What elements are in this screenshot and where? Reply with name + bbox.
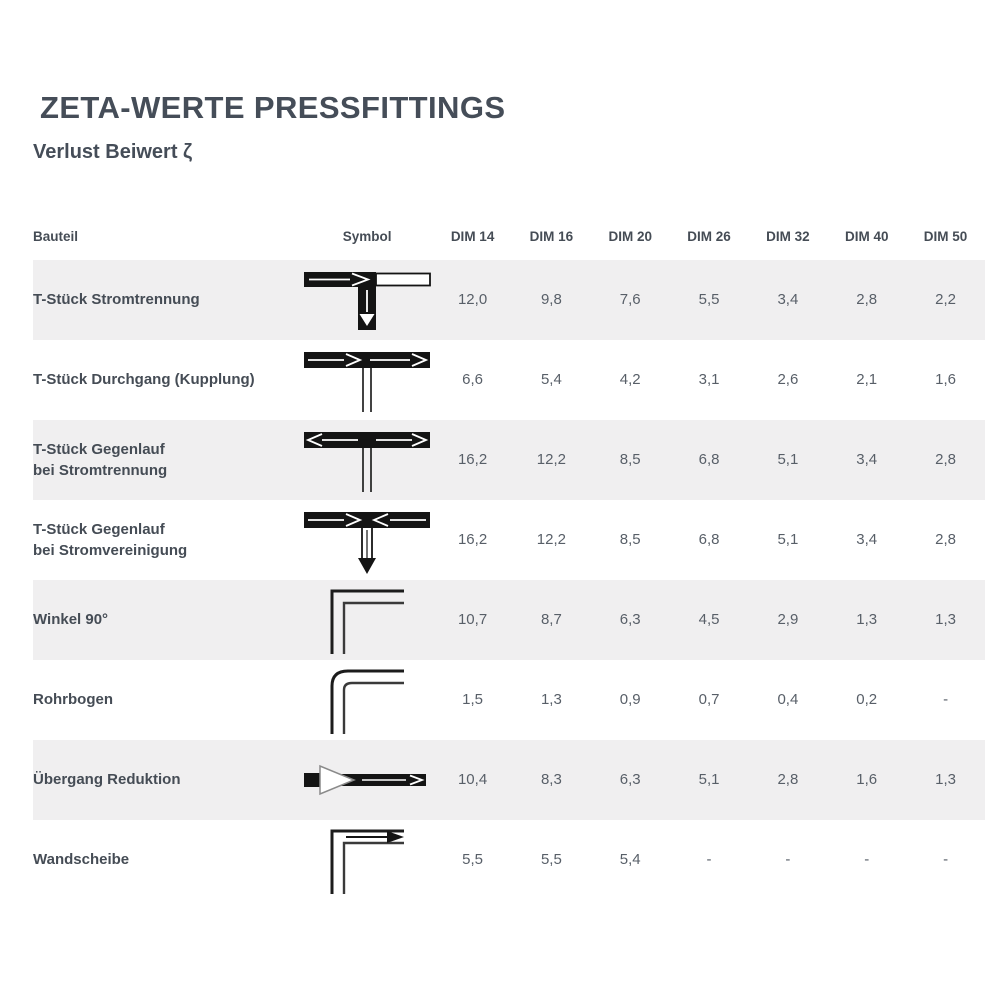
zeta-value: 10,4: [457, 771, 488, 789]
symbol-cell: [301, 660, 433, 740]
zeta-value: 1,6: [935, 371, 956, 389]
zeta-value: 3,4: [856, 531, 878, 549]
zeta-value: 3,1: [698, 371, 720, 389]
component-name: Übergang Reduktion: [33, 771, 181, 789]
zeta-value: 5,1: [698, 771, 720, 789]
symbol-cell: [301, 420, 433, 500]
symbol-cell: [301, 580, 433, 660]
zeta-value: 5,4: [619, 851, 641, 869]
zeta-value: 6,6: [462, 371, 483, 389]
component-name: Winkel 90°: [33, 611, 109, 629]
zeta-value: -: [943, 851, 949, 869]
table-row: [33, 660, 985, 740]
table-row: [33, 500, 985, 580]
zeta-value: 0,7: [698, 691, 720, 709]
symbol-cell: [301, 500, 433, 580]
zeta-value: 8,5: [619, 451, 641, 469]
zeta-value: 6,8: [698, 451, 720, 469]
zeta-value: 5,5: [540, 851, 562, 869]
table-header-row: [33, 214, 985, 260]
table-row: [33, 820, 985, 900]
zeta-value: 12,2: [536, 531, 566, 549]
elbow-90-icon: [302, 584, 432, 656]
zeta-values-table: [33, 214, 985, 900]
wall-plate-elbow-icon: [302, 824, 432, 896]
header-dim-16: DIM 16: [529, 229, 574, 245]
zeta-value: 5,5: [698, 291, 720, 309]
zeta-value: 16,2: [457, 531, 488, 549]
zeta-value: 6,3: [619, 611, 641, 629]
zeta-value: 7,6: [619, 291, 641, 309]
component-name: T-Stück Gegenlauf bei Stromvereinigung: [33, 520, 188, 559]
zeta-value: 0,2: [856, 691, 878, 709]
zeta-value: 2,8: [935, 451, 956, 469]
reduction-transition-icon: [302, 744, 432, 816]
table-row: [33, 740, 985, 820]
zeta-value: 2,9: [777, 611, 799, 629]
zeta-value: 1,3: [935, 611, 956, 629]
pipe-bend-icon: [302, 664, 432, 736]
symbol-cell: [301, 820, 433, 900]
table-row: [33, 260, 985, 340]
header-bauteil: Bauteil: [33, 229, 79, 245]
zeta-value: 2,8: [777, 771, 799, 789]
zeta-value: -: [706, 851, 712, 869]
symbol-cell: [301, 340, 433, 420]
component-name: T-Stück Gegenlauf bei Stromtrennung: [33, 440, 168, 479]
zeta-value: 5,4: [540, 371, 562, 389]
zeta-value: 1,3: [935, 771, 956, 789]
zeta-value: 2,2: [935, 291, 956, 309]
zeta-value: 6,3: [619, 771, 641, 789]
header-dim-20: DIM 20: [608, 229, 652, 245]
tee-counterflow-merging-icon: [302, 504, 432, 576]
zeta-value: 2,8: [935, 531, 956, 549]
zeta-value: 8,5: [619, 531, 641, 549]
header-dim-40: DIM 40: [844, 229, 889, 245]
header-dim-26: DIM 26: [687, 229, 731, 245]
zeta-value: 5,1: [777, 531, 799, 549]
table-row: [33, 420, 985, 500]
zeta-value: 0,9: [619, 691, 641, 709]
zeta-value: 1,5: [462, 691, 483, 709]
zeta-value: 5,5: [462, 851, 483, 869]
zeta-value: 0,4: [777, 691, 799, 709]
zeta-value: 2,8: [856, 291, 878, 309]
zeta-value: 1,3: [540, 691, 562, 709]
zeta-value: 12,2: [536, 451, 566, 469]
page-title: ZETA-WERTE PRESSFITTINGS: [40, 90, 506, 125]
zeta-value: -: [943, 691, 949, 709]
zeta-value: 1,6: [856, 771, 878, 789]
component-name: Rohrbogen: [33, 691, 113, 709]
zeta-value: 1,3: [856, 611, 878, 629]
zeta-value: -: [785, 851, 791, 869]
header-dim-32: DIM 32: [766, 229, 810, 245]
component-name: T-Stück Stromtrennung: [33, 291, 200, 309]
zeta-value: 6,8: [698, 531, 720, 549]
page-subtitle: Verlust Beiwert ζ: [33, 140, 193, 163]
symbol-cell: [301, 740, 433, 820]
component-name: T-Stück Durchgang (Kupplung): [33, 371, 255, 389]
zeta-value: -: [864, 851, 870, 869]
symbol-cell: [301, 260, 433, 340]
zeta-value: 4,5: [698, 611, 720, 629]
header-symbol: Symbol: [342, 229, 392, 245]
zeta-value: 16,2: [457, 451, 488, 469]
zeta-value: 5,1: [777, 451, 799, 469]
zeta-value: 8,7: [540, 611, 562, 629]
header-dim-50: DIM 50: [923, 229, 968, 245]
header-dim-14: DIM 14: [450, 229, 495, 245]
zeta-value: 8,3: [540, 771, 562, 789]
zeta-value: 12,0: [457, 291, 488, 309]
zeta-value: 9,8: [540, 291, 562, 309]
zeta-value: 2,6: [777, 371, 799, 389]
component-name: Wandscheibe: [33, 851, 130, 869]
zeta-value: 4,2: [619, 371, 641, 389]
tee-flow-separation-icon: [302, 264, 432, 336]
tee-counterflow-separation-icon: [302, 424, 432, 496]
zeta-value: 3,4: [856, 451, 878, 469]
zeta-value: 2,1: [856, 371, 878, 389]
zeta-value: 3,4: [777, 291, 799, 309]
tee-through-flow-icon: [302, 344, 432, 416]
zeta-value: 10,7: [457, 611, 488, 629]
table-row: [33, 340, 985, 420]
table-row: [33, 580, 985, 660]
